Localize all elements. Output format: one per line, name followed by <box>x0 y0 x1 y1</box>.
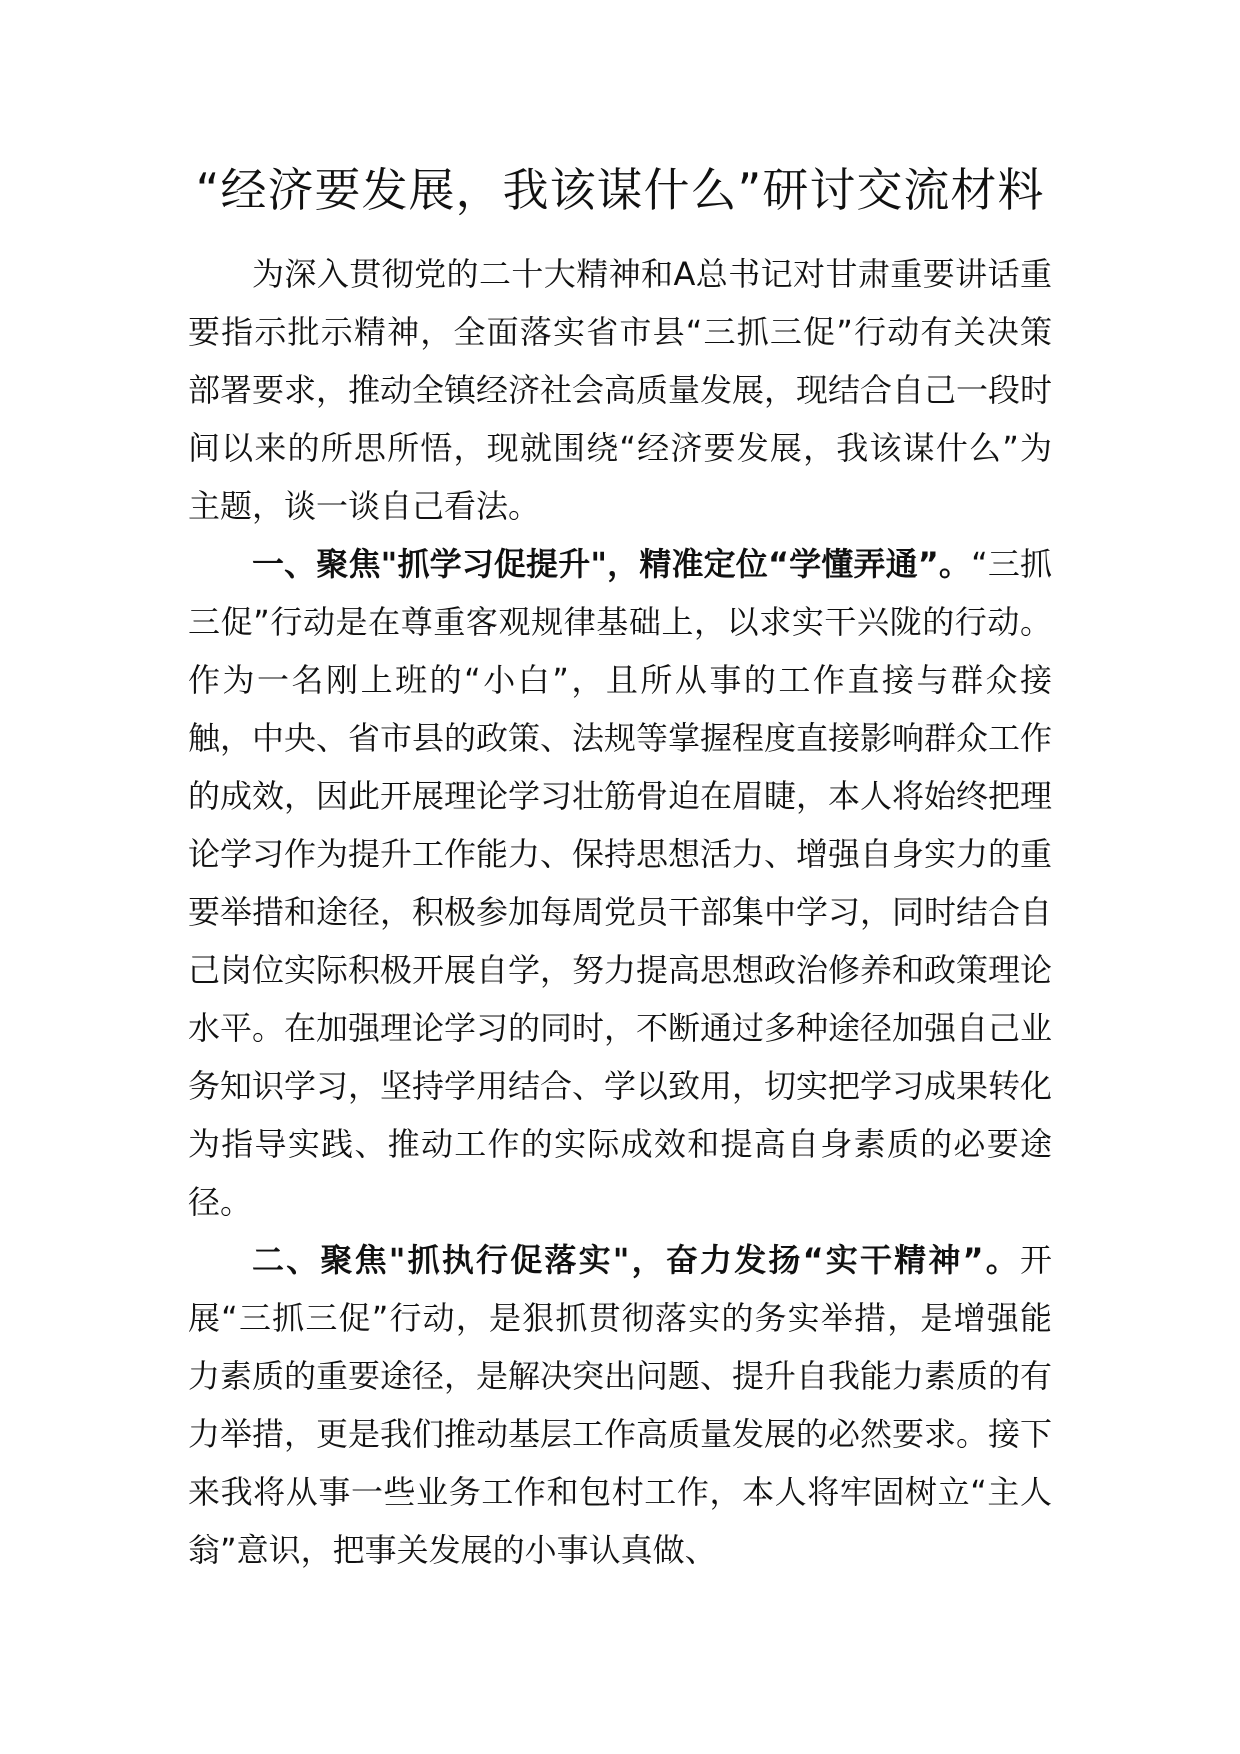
section-2-heading: 二、聚焦"抓执行促落实"，奋力发扬“实干精神”。 <box>252 1241 1020 1279</box>
intro-paragraph: 为深入贯彻党的二十大精神和A总书记对甘肃重要讲话重要指示批示精神，全面落实省市县“三抓三促”行动有关决策部署要求，推动全镇经济社会高质量发展，现结合自己一段时间以来的所思所悟，现就围绕“经济要发展，我该谋什么”为主题，谈一谈自己看法。 <box>188 255 1053 525</box>
section-1-heading: 一、聚焦"抓学习促提升"，精准定位“学懂弄通”。 <box>252 545 972 583</box>
section-1-paragraph <box>188 535 1052 1231</box>
document-title: “经济要发展，我该谋什么”研讨交流材料 <box>195 163 1045 217</box>
document-body <box>188 245 1052 1579</box>
section-2-body: 开展“三抓三促”行动，是狠抓贯彻落实的务实举措，是增强能力素质的重要途径，是解决突出问题、提升自我能力素质的有力举措，更是我们推动基层工作高质量发展的必然要求。接下来我将从事一些业务工作和包村工作，本人将牢固树立“主人翁”意识，把事关发展的小事认真做、 <box>188 1241 1053 1569</box>
section-1-body: “三抓三促”行动是在尊重客观规律基础上，以求实干兴陇的行动。作为一名刚上班的“小白”，且所从事的工作直接与群众接触，中央、省市县的政策、法规等掌握程度直接影响群众工作的成效，因此开展理论学习壮筋骨迫在眉睫，本人将始终把理论学习作为提升工作能力、保持思想活力、增强自身实力的重要举措和途径，积极参加每周党员干部集中学习，同时结合自己岗位实际积极开展自学，努力提高思想政治修养和政策理论水平。在加强理论学习的同时，不断通过多种途径加强自己业务知识学习，坚持学用结合、学以致用，切实把学习成果转化为指导实践、推动工作的实际成效和提高自身素质的必要途径。 <box>188 545 1053 1221</box>
section-2-paragraph <box>188 1231 1052 1579</box>
